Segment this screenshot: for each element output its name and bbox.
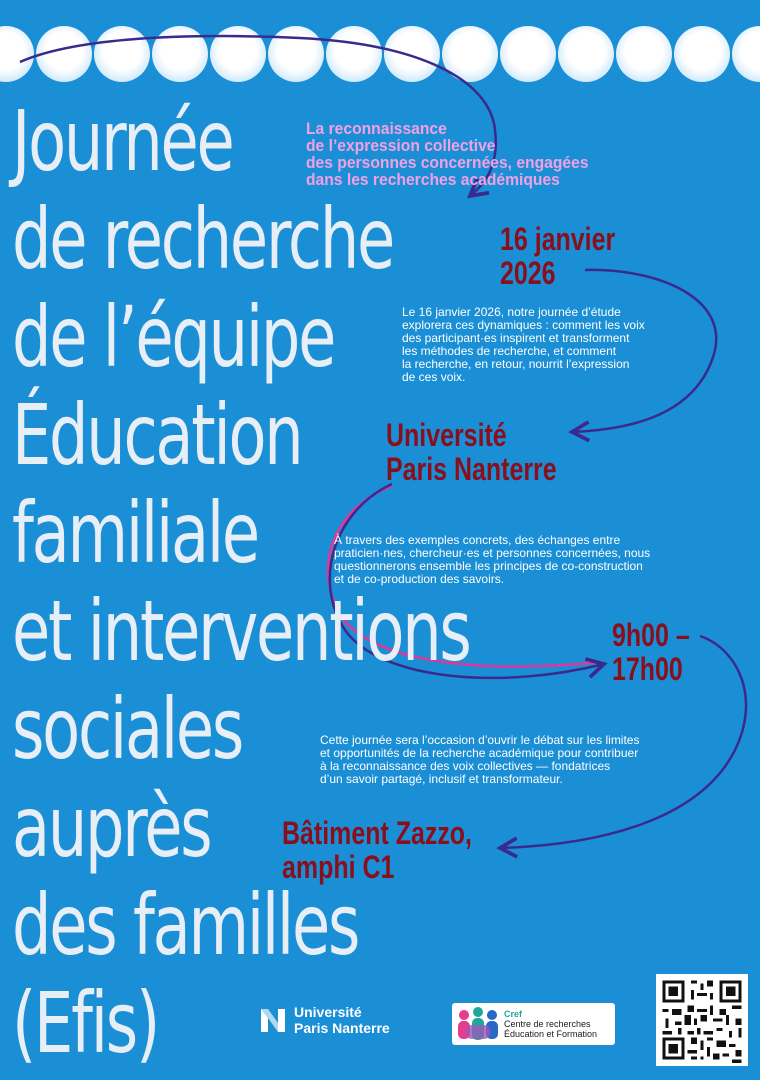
cref-name: Cref [504,1009,523,1019]
paragraph-1 [402,306,645,384]
dot [36,26,92,82]
dot [152,26,208,82]
title-line: auprès [12,778,211,876]
logo-text-line: Université [294,1004,362,1020]
paragraph-line: praticien·nes, chercheur·es et personnes concernées, nous [334,546,651,560]
dot [94,26,150,82]
title-line: et interventions [12,582,470,680]
title-line: (Efis) [12,974,158,1072]
title-line: des familles [12,876,359,974]
event-location [282,816,472,884]
cref-text-line: Éducation et Formation [504,1029,598,1039]
university-logo [258,1004,390,1036]
event-date [500,222,615,290]
date-line: 16 janvier [500,221,616,257]
dot [384,26,440,82]
cref-text-line: Centre de recherches [504,1019,591,1029]
title-line: Éducation [12,386,302,484]
paragraph-line: Cette journée sera l’occasion d’ouvrir le débat sur les limites [320,733,640,747]
dot [326,26,382,82]
dot [558,26,614,82]
paragraph-line: et de co-production des savoirs. [334,572,505,586]
venue-line: Paris Nanterre [386,451,557,487]
event-venue [386,418,557,486]
time-line: 9h00 – [612,617,690,653]
dot [500,26,556,82]
dot [268,26,324,82]
title-line: Journée [12,92,233,190]
subtitle-line: des personnes concernées, engagées [306,153,589,172]
venue-line: Université [386,417,507,453]
dot [0,26,34,82]
cref-logo-icon [452,1003,504,1045]
paragraph-line: des participant·es inspirent et transforment [402,331,630,345]
paragraph-line: la recherche, en retour, nourrit l’expression [402,357,630,371]
paragraph-line: Le 16 janvier 2026, notre journée d’étude [402,305,621,319]
title-line: familiale [12,484,258,582]
paragraph-line: explorera ces dynamiques : comment les voix [402,318,645,332]
nanterre-logo-icon [258,1005,288,1035]
paragraph-line: questionnerons ensemble les principes de co-construction [334,559,643,573]
location-line: amphi C1 [282,849,395,885]
dot [616,26,672,82]
title-line: de recherche [12,190,394,288]
subtitle-line: dans les recherches académiques [306,170,560,189]
date-line: 2026 [500,255,556,291]
dot [442,26,498,82]
title-line: sociales [12,680,243,778]
paragraph-3 [320,734,639,786]
dot [732,26,760,82]
subtitle-line: La reconnaissance [306,119,447,138]
title-line: de l’équipe [12,288,335,386]
paragraph-line: les méthodes de recherche, et comment [402,344,617,358]
location-line: Bâtiment Zazzo, [282,815,472,851]
paragraph-line: d’un savoir partagé, inclusif et transformateur. [320,772,563,786]
dot [674,26,730,82]
paragraph-line: à la reconnaissance des voix collectives — fondatrices [320,759,611,773]
event-time [612,618,690,686]
dot-border [0,26,760,86]
cref-logo [452,1003,615,1045]
logo-text-line: Paris Nanterre [294,1020,390,1036]
poster-subtitle [306,120,589,188]
time-line: 17h00 [612,651,683,687]
paragraph-2 [334,534,650,586]
subtitle-line: de l’expression collective [306,136,496,155]
paragraph-line: de ces voix. [402,370,466,384]
dot [210,26,266,82]
paragraph-line: À travers des exemples concrets, des échanges entre [334,533,621,547]
qr-code-icon [656,974,748,1066]
paragraph-line: et opportunités de la recherche académique pour contribuer [320,746,639,760]
